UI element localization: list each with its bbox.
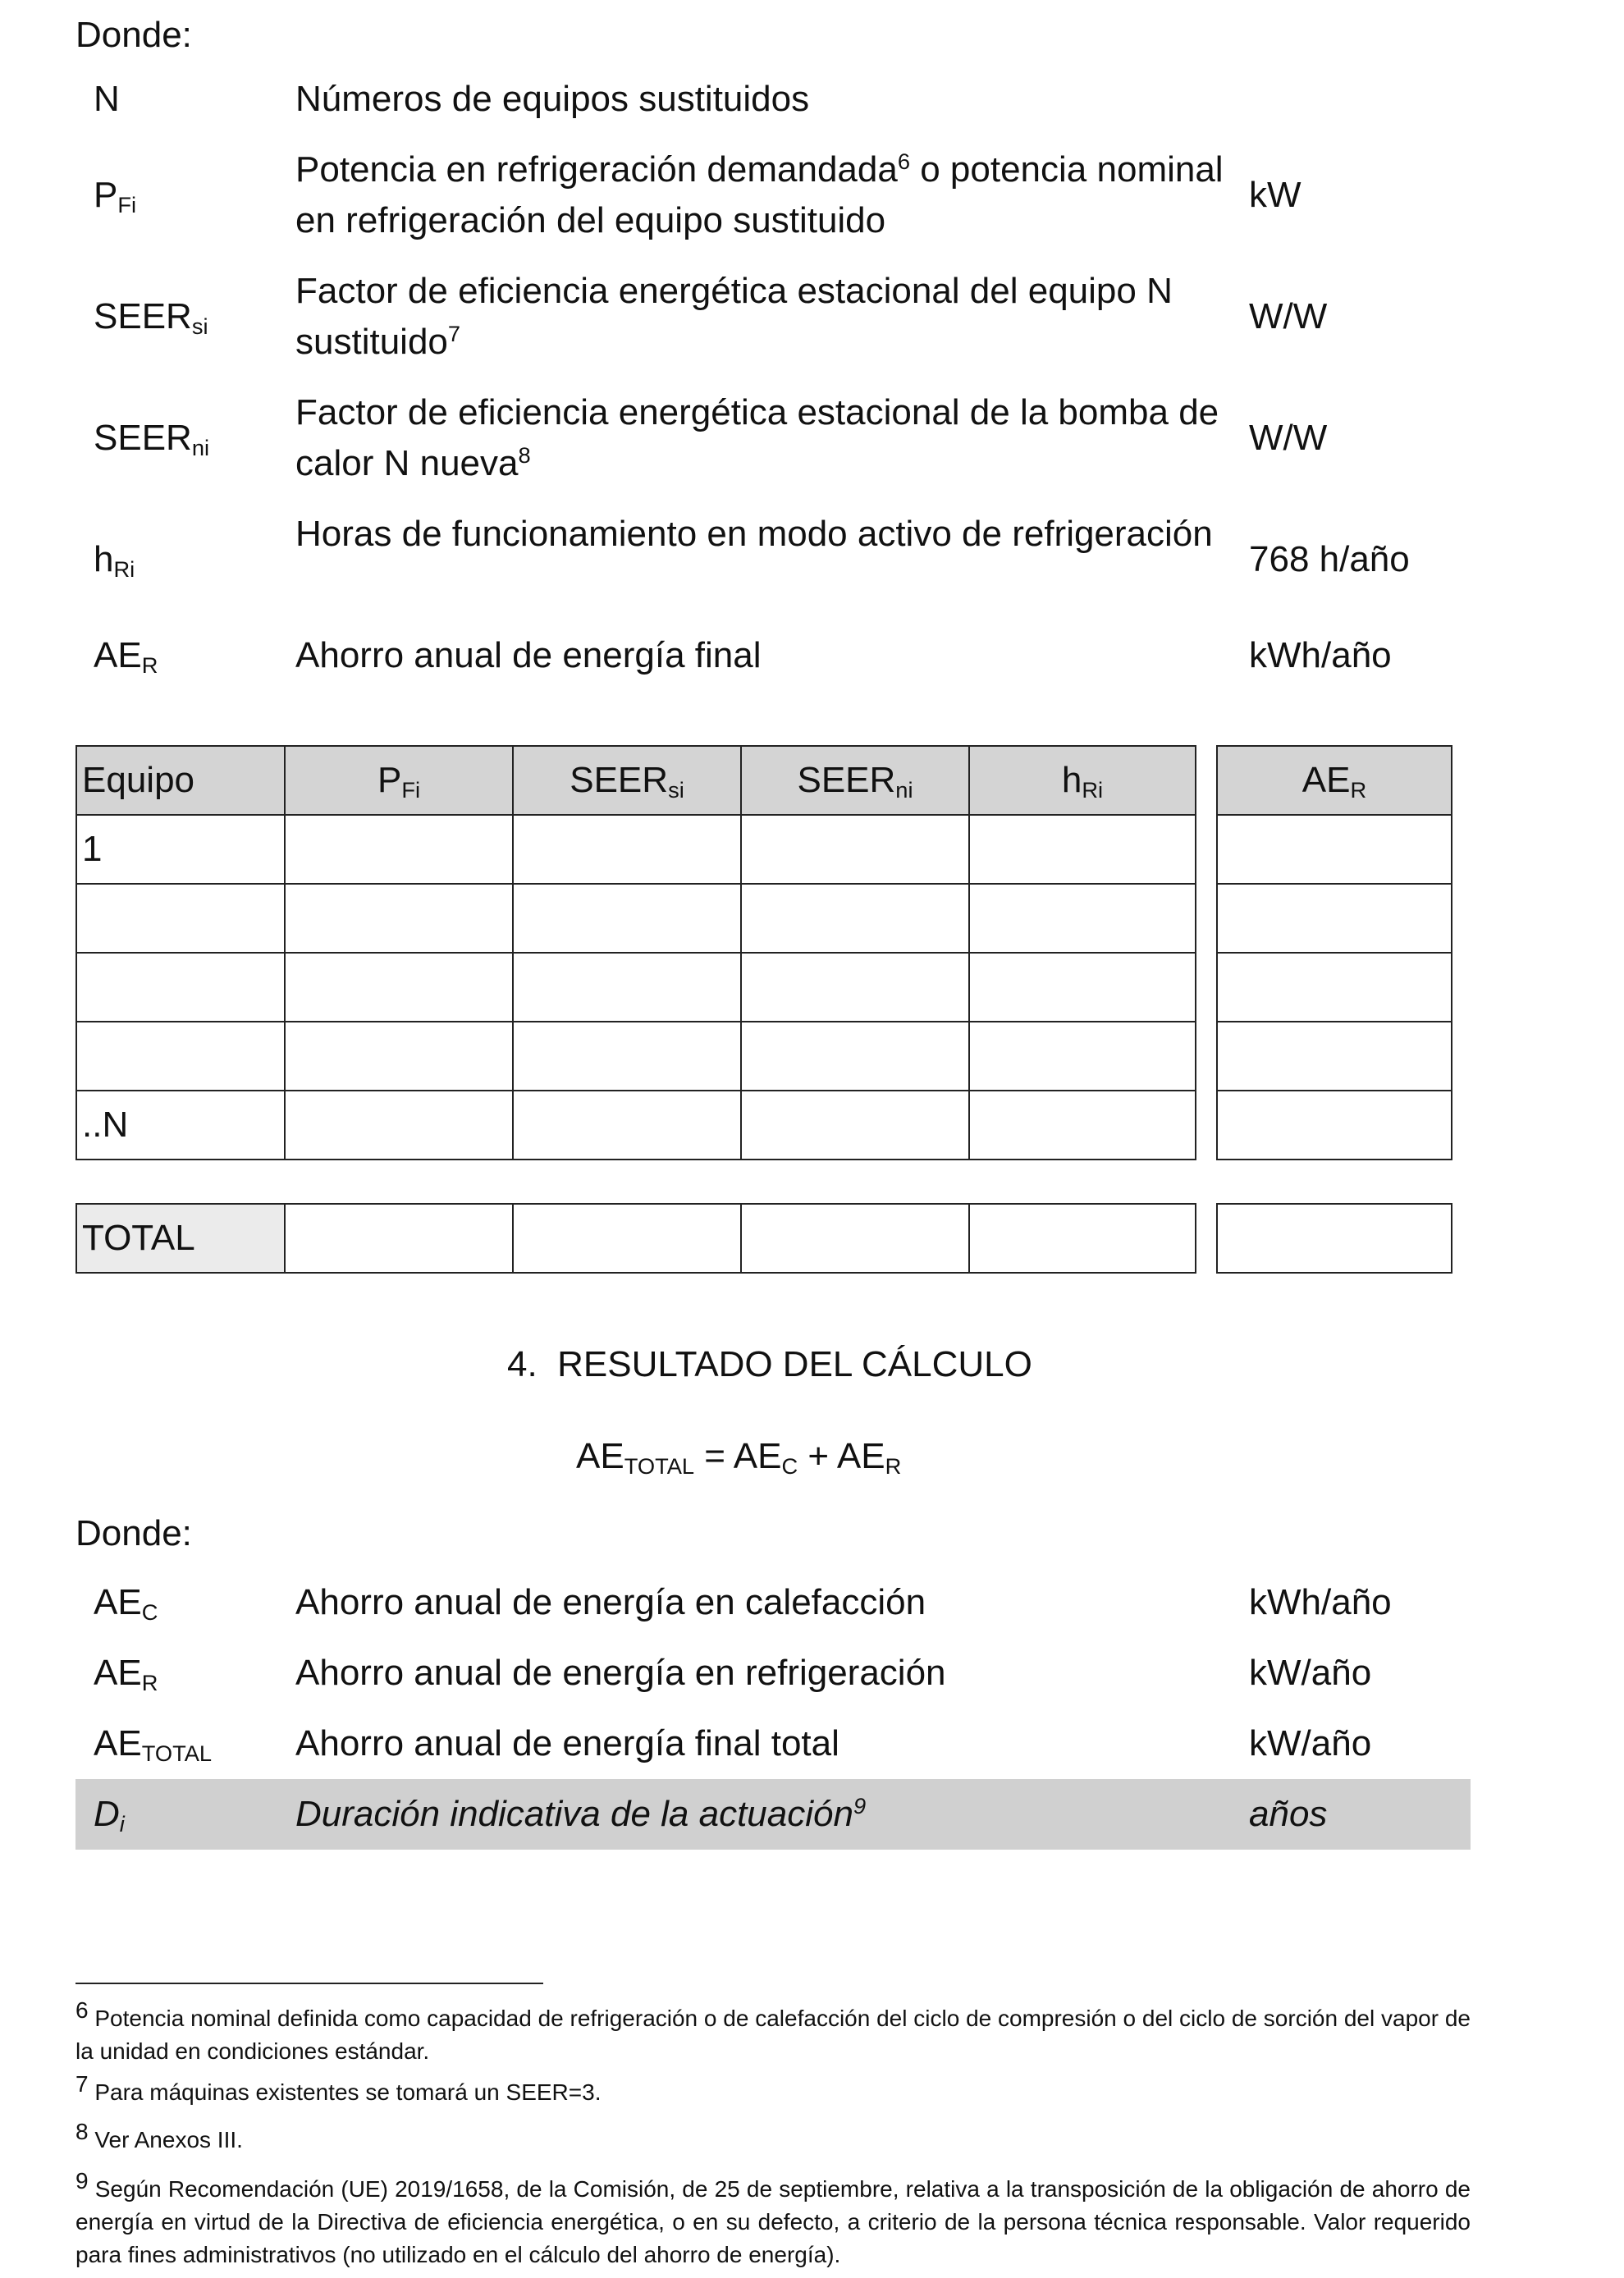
definition-symbol: $SEER_{si}$	[94, 296, 208, 339]
row-label: 1	[76, 815, 285, 884]
table-cell[interactable]	[285, 953, 513, 1022]
total-cell[interactable]	[513, 1204, 741, 1273]
result-cell[interactable]	[1217, 1022, 1452, 1091]
result-row	[75, 1638, 1471, 1708]
result-unit: kW/año	[1249, 1653, 1372, 1693]
definition-unit: kWh/año	[1249, 635, 1392, 675]
table-cell[interactable]	[969, 815, 1196, 884]
header-seer-si: $SEER_{si}$	[513, 746, 741, 815]
footnote: $^9$ Según Recomendación (UE) 2019/1658, de la Comisión, de 25 de septiembre, relativa a la transposición de la obligación de ahorro de energía en virtud de la Directiva de eficiencia energética, o en su defecto, a criterio de la persona técnica responsable. Valor requerido para fines administrativos (no utilizado en el cálculo del ahorro de energía).	[75, 2168, 1471, 2267]
result-symbol: $AE_R$	[94, 1653, 158, 1695]
table-cell[interactable]	[513, 884, 741, 953]
table-cell[interactable]	[969, 953, 1196, 1022]
table-cell[interactable]	[741, 1091, 969, 1160]
header-equipo: Equipo	[76, 746, 285, 815]
table-cell[interactable]	[741, 815, 969, 884]
row-label	[76, 884, 285, 953]
table-cell[interactable]	[969, 1091, 1196, 1160]
definition-row	[75, 144, 1471, 246]
table-cell[interactable]	[513, 953, 741, 1022]
formula: $AE_{TOTAL} = AE_C + AE_R$	[576, 1436, 902, 1479]
table-cell[interactable]	[969, 1022, 1196, 1091]
footnote: $^6$ Potencia nominal definida como capacidad de refrigeración o de calefacción del ciclo de compresión o del ciclo de sorción del vapor de la unidad en condiciones estándar.	[75, 1997, 1471, 2064]
result-cell[interactable]	[1217, 953, 1452, 1022]
definition-symbol: $h_{Ri}$	[94, 539, 135, 582]
definition-symbol: $AE_R$	[94, 635, 158, 678]
total-result-cell[interactable]	[1217, 1204, 1452, 1273]
result-row	[75, 1567, 1471, 1638]
result-cell[interactable]	[1217, 1091, 1452, 1160]
definition-description: Potencia en refrigeración demandada$^6$ o potencia nominal en refrigeración del equipo sustituido	[295, 149, 1224, 240]
result-cell[interactable]	[1217, 884, 1452, 953]
aer-result-table	[1216, 745, 1452, 1160]
result-description: Ahorro anual de energía final total	[295, 1723, 839, 1763]
table-row	[76, 1022, 1196, 1091]
row-label	[76, 953, 285, 1022]
donde-label-bottom: Donde:	[75, 1513, 192, 1553]
result-symbol: $AE_{TOTAL}$	[94, 1723, 213, 1766]
table-cell[interactable]	[741, 884, 969, 953]
definition-row	[75, 630, 1471, 681]
table-row	[76, 815, 1196, 884]
result-description: Ahorro anual de energía en calefacción	[295, 1582, 926, 1622]
definition-unit: W/W	[1249, 418, 1328, 458]
result-unit: kW/año	[1249, 1723, 1372, 1763]
donde-label-top: Donde:	[75, 15, 192, 55]
section-number: 4.	[507, 1344, 538, 1384]
definition-description: Ahorro anual de energía final	[295, 635, 762, 675]
result-symbol: $D_i$	[94, 1794, 125, 1837]
table-cell[interactable]	[513, 815, 741, 884]
table-row	[76, 953, 1196, 1022]
result-symbol: $AE_C$	[94, 1582, 158, 1625]
definition-description: Factor de eficiencia energética estacional de la bomba de calor N nueva$^8$	[295, 392, 1219, 483]
definition-row	[75, 74, 1471, 125]
definition-description: Factor de eficiencia energética estacional del equipo N sustituido$^7$	[295, 271, 1173, 362]
result-row-highlighted	[75, 1779, 1471, 1850]
result-unit: años	[1249, 1794, 1328, 1834]
table-cell[interactable]	[285, 1022, 513, 1091]
table-cell[interactable]	[741, 953, 969, 1022]
row-label	[76, 1022, 285, 1091]
table-cell[interactable]	[285, 884, 513, 953]
definition-description: Horas de funcionamiento en modo activo de refrigeración	[295, 514, 1213, 554]
table-cell[interactable]	[513, 1091, 741, 1160]
total-label: TOTAL	[76, 1204, 285, 1273]
total-row	[76, 1204, 1196, 1273]
result-row	[75, 1708, 1471, 1779]
definition-row	[75, 509, 1471, 611]
table-cell[interactable]	[741, 1022, 969, 1091]
total-cell[interactable]	[285, 1204, 513, 1273]
table-cell[interactable]	[513, 1022, 741, 1091]
definition-row	[75, 266, 1471, 368]
table-header-row	[76, 746, 1196, 815]
definition-unit: kW	[1249, 175, 1301, 215]
section-title: RESULTADO DEL CÁLCULO	[557, 1344, 1032, 1384]
table-cell[interactable]	[969, 884, 1196, 953]
header-aer: $AE_R$	[1217, 746, 1452, 815]
definition-description: Números de equipos sustituidos	[295, 79, 810, 119]
footnote: $^8$ Ver Anexos III.	[75, 2119, 243, 2152]
result-cell[interactable]	[1217, 815, 1452, 884]
total-result-table	[1216, 1203, 1452, 1274]
row-label: ..N	[76, 1091, 285, 1160]
footnote: $^7$ Para máquinas existentes se tomará un SEER=3.	[75, 2071, 602, 2105]
definition-symbol: $SEER_{ni}$	[94, 418, 210, 460]
equipment-table	[75, 745, 1196, 1160]
result-description: Ahorro anual de energía en refrigeración	[295, 1653, 946, 1693]
header-pfi: $P_{Fi}$	[285, 746, 513, 815]
definition-unit: 768 h/año	[1249, 539, 1410, 579]
result-description: Duración indicativa de la actuación$^9$	[295, 1793, 867, 1834]
total-cell[interactable]	[741, 1204, 969, 1273]
footnote-separator	[75, 1983, 543, 1984]
result-unit: kWh/año	[1249, 1582, 1392, 1622]
header-hri: $h_{Ri}$	[969, 746, 1196, 815]
table-row	[76, 1091, 1196, 1160]
definition-symbol: N	[94, 79, 120, 119]
definition-unit: W/W	[1249, 296, 1328, 336]
section-heading	[507, 1339, 1032, 1390]
table-cell[interactable]	[285, 1091, 513, 1160]
definition-row	[75, 387, 1471, 489]
total-table	[75, 1203, 1196, 1274]
definition-symbol: $P_{Fi}$	[94, 175, 137, 217]
total-cell[interactable]	[969, 1204, 1196, 1273]
header-seer-ni: $SEER_{ni}$	[741, 746, 969, 815]
table-cell[interactable]	[285, 815, 513, 884]
table-row	[76, 884, 1196, 953]
